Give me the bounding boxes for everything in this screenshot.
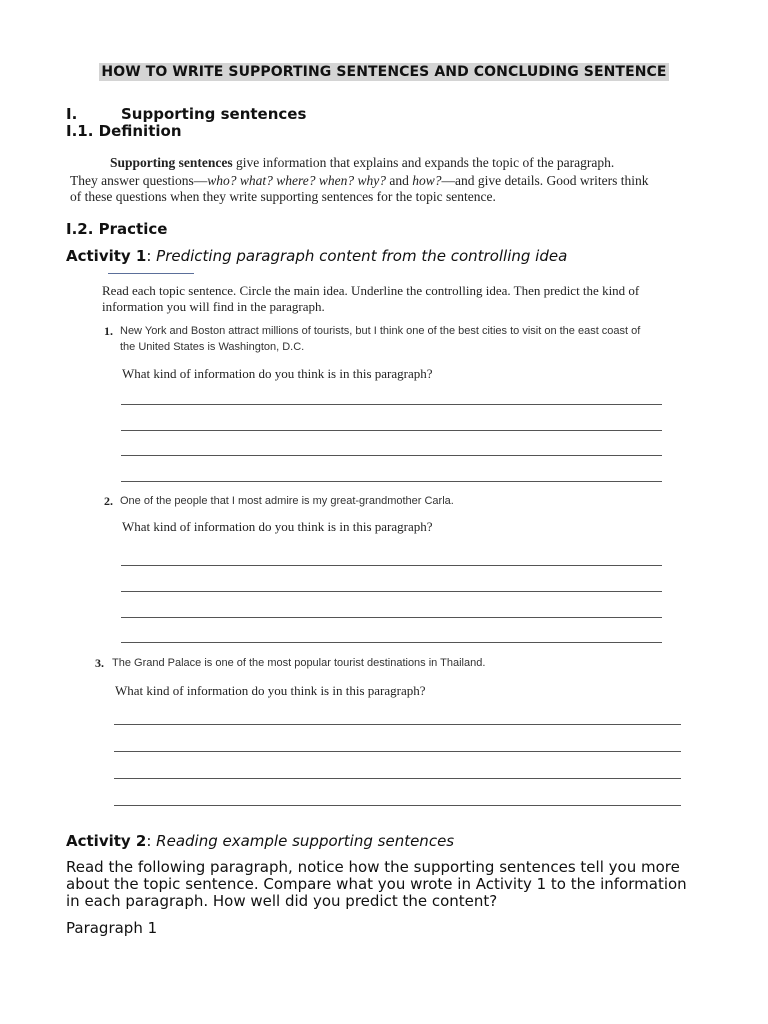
item-1-sentence-line-1: New York and Boston attract millions of tourists, but I think one of the best cities to visit on the east coast of: [120, 325, 641, 337]
scan-underline: [108, 273, 194, 274]
definition-heading: I.1. Definition: [66, 122, 182, 140]
activity-2-desc: Reading example supporting sentences: [156, 832, 455, 850]
definition-line-2-b: and: [385, 173, 413, 188]
instructions-line-2: information you will find in the paragraph.: [102, 299, 325, 314]
section-heading: Supporting sentences: [121, 105, 307, 123]
activity-1-heading: [66, 247, 567, 265]
answer-line[interactable]: [114, 751, 681, 752]
section-number: I.: [66, 105, 78, 123]
answer-line[interactable]: [114, 724, 681, 725]
answer-line[interactable]: [114, 778, 681, 779]
activity-2-label: Activity 2: [66, 832, 147, 850]
paragraph-1-label: Paragraph 1: [66, 919, 158, 937]
definition-line-2: [70, 173, 648, 189]
item-3-question: What kind of information do you think is in this paragraph?: [115, 683, 426, 698]
activity-2-text-line-2: about the topic sentence. Compare what you wrote in Activity 1 to the information: [66, 875, 687, 893]
activity-2-text-line-3: in each paragraph. How well did you predict the content?: [66, 892, 498, 910]
definition-how: how?: [412, 173, 442, 188]
definition-line-3: of these questions when they write supporting sentences for the topic sentence.: [70, 189, 496, 204]
answer-line[interactable]: [121, 642, 662, 643]
item-2-question: What kind of information do you think is in this paragraph?: [122, 519, 433, 534]
activity-2-heading: [66, 832, 454, 850]
definition-questions: who? what? where? when? why?: [207, 173, 386, 188]
answer-line[interactable]: [121, 430, 662, 431]
definition-line-1-rest: give information that explains and expands the topic of the paragraph.: [232, 155, 615, 170]
answer-line[interactable]: [121, 404, 662, 405]
activity-1-desc: Predicting paragraph content from the controlling idea: [156, 247, 568, 265]
item-1-question: What kind of information do you think is in this paragraph?: [122, 366, 433, 381]
item-1-sentence-line-2: the United States is Washington, D.C.: [120, 341, 305, 353]
definition-line-1: [110, 155, 614, 171]
item-3-sentence: The Grand Palace is one of the most popular tourist destinations in Thailand.: [112, 657, 486, 669]
definition-line-2-c: —and give details. Good writers think: [441, 173, 649, 188]
title-text: HOW TO WRITE SUPPORTING SENTENCES AND CONCLUDING SENTENCE: [101, 64, 667, 80]
answer-line[interactable]: [121, 565, 662, 566]
page-title: [0, 61, 768, 80]
definition-lead: Supporting sentences: [110, 155, 233, 170]
activity-2-text-line-1: Read the following paragraph, notice how the supporting sentences tell you more: [66, 858, 680, 876]
item-2-number: 2.: [104, 494, 113, 508]
activity-1-label: Activity 1: [66, 247, 147, 265]
definition-line-2-a: They answer questions—: [70, 173, 208, 188]
instructions-line-1: Read each topic sentence. Circle the main idea. Underline the controlling idea. Then predict the kind of: [102, 283, 640, 298]
answer-line[interactable]: [121, 591, 662, 592]
answer-line[interactable]: [121, 455, 662, 456]
answer-line[interactable]: [121, 481, 662, 482]
item-2-sentence: One of the people that I most admire is my great-grandmother Carla.: [120, 495, 454, 507]
answer-line[interactable]: [121, 617, 662, 618]
item-3-number: 3.: [95, 656, 104, 670]
activity-2-sep: :: [146, 832, 157, 850]
practice-heading: I.2. Practice: [66, 220, 168, 238]
answer-line[interactable]: [114, 805, 681, 806]
item-1-number: 1.: [104, 324, 113, 338]
activity-1-sep: :: [146, 247, 157, 265]
